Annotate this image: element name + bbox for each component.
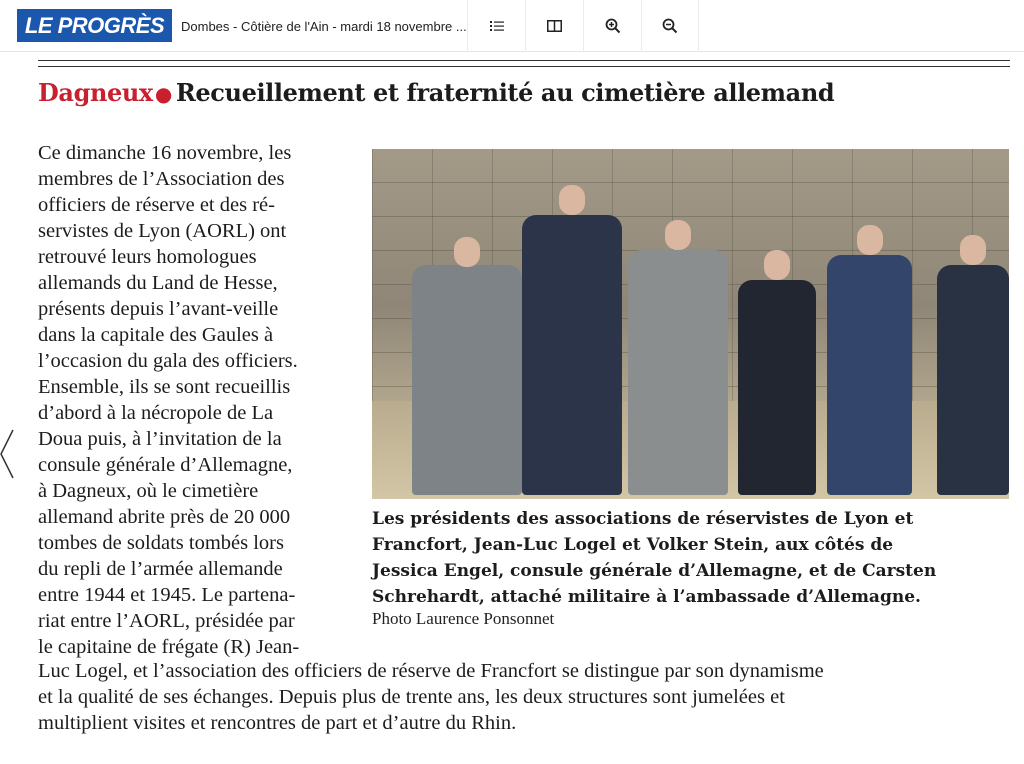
document-title: Dombes - Côtière de l'Ain - mardi 18 novembre ... [181,18,467,34]
headline-title: Recueillement et fraternité au cimetière allemand [175,78,835,107]
body-text-line: Doua puis, à l’invitation de la [38,428,282,450]
body-text-line: Ensemble, ils se sont recueillis [38,376,291,398]
body-text-line: dans la capitale des Gaules à [38,324,274,346]
body-text-line: d’abord à la nécropole de La [38,402,274,424]
article-photo [372,149,1009,499]
body-text-line: servistes de Lyon (AORL) ont [38,220,287,242]
photo-person [738,280,816,495]
article-headline [38,78,1010,114]
body-text-line: officiers de réserve et des ré- [38,194,275,216]
list-icon [490,20,504,32]
body-text-line: à Dagneux, où le cimetière [38,480,259,502]
photo-caption [372,506,1012,610]
zoom-in-icon [605,18,621,34]
body-text-line: Luc Logel, et l’association des officiers de réserve de Francfort se distingue par son dynamisme [38,660,824,682]
caption-line: Schrehardt, attaché militaire à l’ambassade d’Allemagne. [372,587,921,607]
article-body-column [38,140,358,660]
photo-person [827,255,912,495]
zoom-out-icon [662,18,678,34]
photo-person [937,265,1009,495]
table-of-contents-button[interactable] [467,0,525,52]
zoom-out-button[interactable] [641,0,699,52]
body-text-line: le capitaine de frégate (R) Jean- [38,636,300,658]
caption-line: Les présidents des associations de réservistes de Lyon et [372,509,914,529]
le-progres-logo[interactable]: LE PROGRÈS [17,9,172,42]
top-rule [38,60,1010,61]
body-text-line: multiplient visites et rencontres de part et d’autre du Rhin. [38,712,517,734]
top-toolbar [0,0,1024,52]
body-text-line: membres de l’Association des [38,168,285,190]
photo-person [522,215,622,495]
body-text-line: allemand abrite près de 20 000 [38,506,291,528]
kicker-bullet: ● [154,82,172,106]
body-text-line: retrouvé leurs homologues [38,246,257,268]
article-body-full-width [38,658,1008,736]
body-text-line: présents depuis l’avant-veille [38,298,279,320]
body-text-line: Ce dimanche 16 novembre, les [38,142,292,164]
previous-page-arrow-icon[interactable] [0,428,14,480]
caption-line: Jessica Engel, consule générale d’Allemagne, et de Carsten [372,561,937,581]
body-text-line: l’occasion du gala des officiers. [38,350,298,372]
top-rule-secondary [38,66,1010,67]
body-text-line: riat entre l’AORL, présidée par [38,610,295,632]
body-text-line: tombes de soldats tombés lors [38,532,284,554]
photo-person [628,250,728,495]
body-text-line: et la qualité de ses échanges. Depuis plus de trente ans, les deux structures sont jumelées et [38,686,785,708]
body-text-line: consule générale d’Allemagne, [38,454,293,476]
columns-icon [547,20,562,32]
body-text-line: allemands du Land de Hesse, [38,272,278,294]
photo-credit: Photo Laurence Ponsonnet [372,609,555,628]
photo-person [412,265,522,495]
headline-kicker: Dagneux [38,78,153,107]
two-page-view-button[interactable] [525,0,583,52]
zoom-in-button[interactable] [583,0,641,52]
body-text-line: du repli de l’armée allemande [38,558,283,580]
caption-line: Francfort, Jean-Luc Logel et Volker Stein, aux côtés de [372,535,894,555]
body-text-line: entre 1944 et 1945. Le partena- [38,584,296,606]
